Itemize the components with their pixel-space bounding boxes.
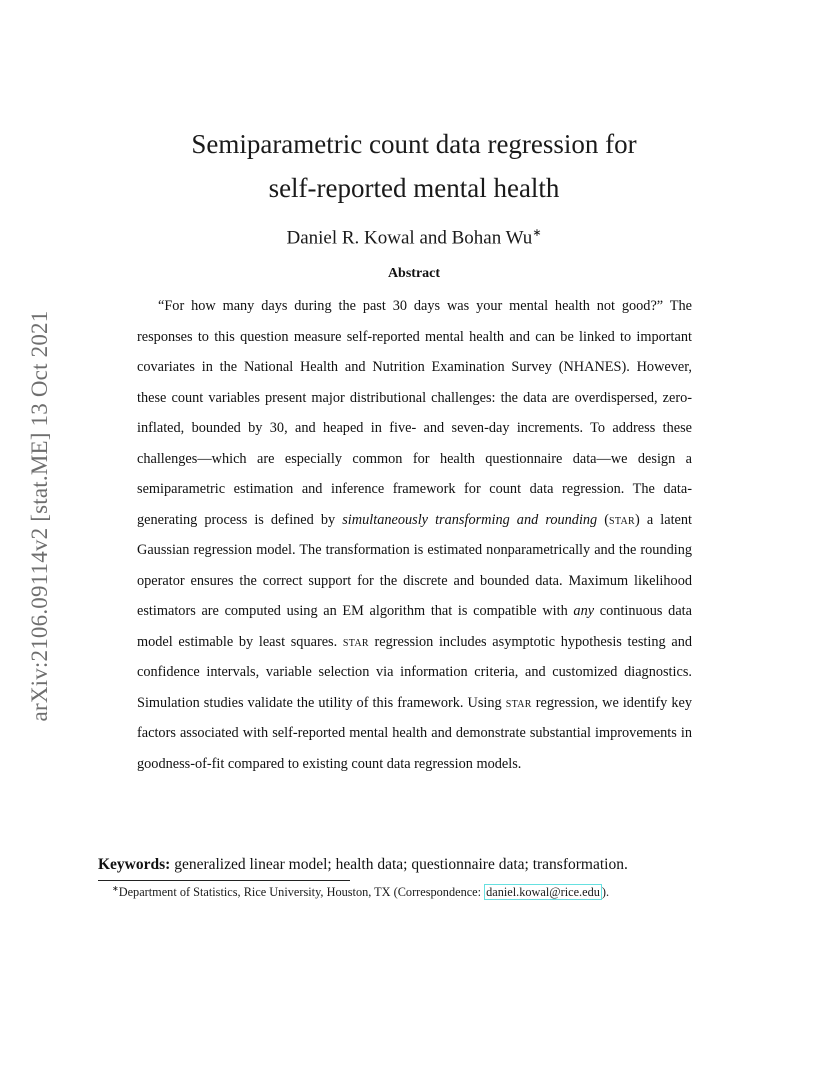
abstract-text-5: regression includes asymptotic hypothesis testing and confidence intervals, variable selection via information criteria, and customized diagnostics. Simulation studies validate the utility of this framework. Using: [137, 633, 692, 711]
arxiv-sidebar: [22, 286, 58, 746]
abstract-text-3: ) a latent Gaussian regression model. The transformation is estimated nonparametrically and the rounding operator ensures the correct support for the discrete and bounded data. Maximum likelihood estimators are computed using an EM algorithm that is compatible with: [137, 511, 693, 619]
abstract-smallcaps-1: star: [609, 511, 636, 528]
footnote-divider: [98, 880, 350, 881]
arxiv-identifier: arXiv:2106.09114v2 [stat.ME] 13 Oct 2021: [27, 310, 52, 722]
abstract-emphasis-2: any: [573, 603, 595, 619]
footnote-mark: ∗: [112, 884, 119, 893]
keywords-text: generalized linear model; health data; questionnaire data; transformation.: [170, 856, 628, 873]
abstract-text-4: continuous data model estimable by least squares.: [137, 603, 692, 650]
abstract-smallcaps-2: star: [342, 633, 369, 650]
paper-title: [0, 122, 828, 210]
title-line-2: self-reported mental health: [268, 173, 560, 203]
email-link[interactable]: daniel.kowal@rice.edu: [486, 885, 600, 900]
abstract-text-1: “For how many days during the past 30 days was your mental health not good?” The responses to this question measure self-reported mental health and can be linked to important covariates in the National Health and Nutrition Examination Survey (NHANES). However, these count variables present major distributional challenges: the data are overdispersed, zero-inflated, bounded by 30, and heaped in five- and seven-day increments. To address these challenges—which are especially common for health questionnaire data—we design a semiparametric estimation and inference framework for count data regression. The data-generating process is defined by: [137, 298, 692, 528]
footnote-text: Department of Statistics, Rice University, Houston, TX (Correspondence:: [118, 885, 485, 900]
abstract-emphasis-1: simultaneously transforming and rounding: [342, 511, 598, 528]
author-footnote-mark: ∗: [532, 227, 542, 239]
abstract-heading: Abstract: [387, 266, 441, 281]
footnote-close: ).: [601, 885, 610, 900]
author-names: Daniel R. Kowal and Bohan Wu: [286, 227, 533, 249]
keywords-line: [98, 856, 718, 874]
abstract-smallcaps-3: star: [505, 694, 532, 711]
keywords-label: Keywords:: [98, 856, 171, 873]
abstract-text-6: regression, we identify key factors associated with self-reported mental health and demonstrate substantial improvements in goodness-of-fit compared to existing count data regression models.: [137, 694, 692, 772]
abstract-body: [137, 291, 692, 779]
author-list: [0, 226, 828, 249]
title-line-1: Semiparametric count data regression for: [191, 129, 637, 159]
footnote: [112, 884, 752, 900]
abstract-text-2: (: [597, 511, 610, 528]
